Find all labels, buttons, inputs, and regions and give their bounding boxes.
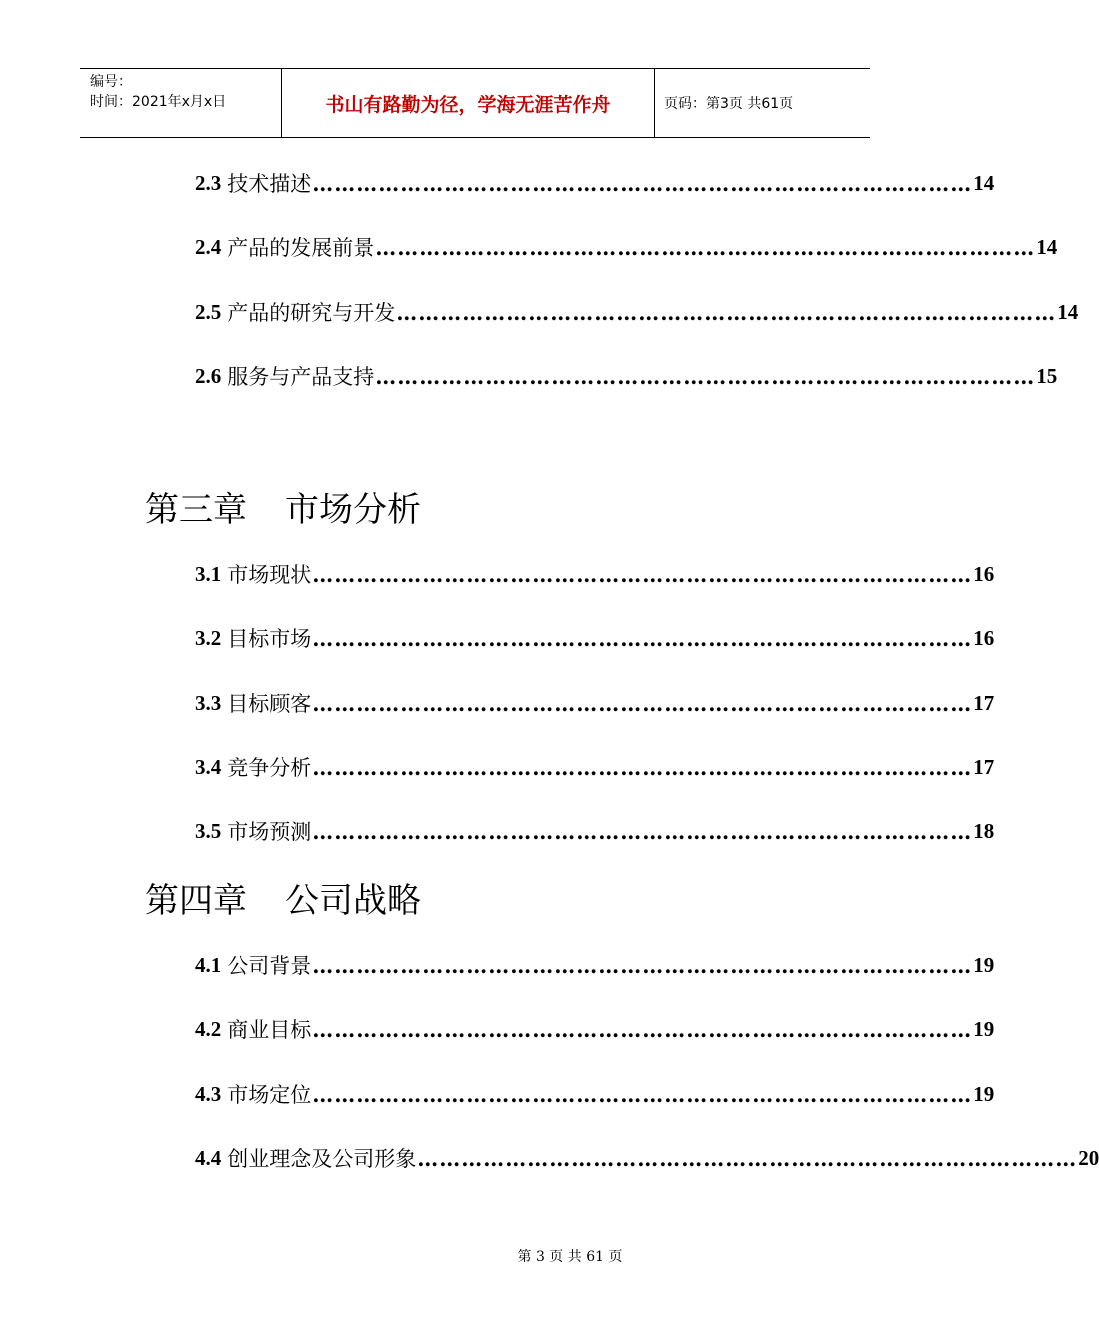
toc-leader: ……………………………………………………………………………… — [312, 818, 973, 844]
toc-entry-number: 2.6 — [195, 363, 222, 388]
toc-entry[interactable] — [195, 752, 995, 782]
toc-entry-number: 3.3 — [195, 690, 222, 715]
toc-entry-page: 16 — [973, 561, 995, 586]
toc-entry-page: 15 — [1036, 363, 1058, 388]
toc-leader: ……………………………………………………………………………… — [312, 1081, 973, 1107]
toc-entry-number: 2.3 — [195, 170, 222, 195]
toc-entry-number: 2.5 — [195, 299, 222, 324]
toc-entry-title: 市场预测 — [227, 820, 312, 844]
toc-entry-page: 19 — [973, 1081, 995, 1106]
toc-entry-page: 14 — [1036, 234, 1058, 259]
toc-entry-page: 19 — [973, 952, 995, 977]
toc-entry-title: 商业目标 — [227, 1018, 312, 1042]
toc-entry-page: 16 — [973, 625, 995, 650]
page-footer: 第 3 页 共 61 页 — [517, 1249, 623, 1265]
toc-entry-page: 14 — [973, 170, 995, 195]
toc-leader: ……………………………………………………………………………… — [312, 1016, 973, 1042]
toc-leader: ……………………………………………………………………………… — [312, 754, 973, 780]
header-motto: 书山有路勤为径，学海无涯苦作舟 — [282, 69, 655, 137]
toc-entry[interactable] — [195, 361, 1058, 391]
page-header — [80, 68, 870, 138]
toc-entry-number: 4.3 — [195, 1081, 222, 1106]
chapter-title: 市场分析 — [285, 489, 421, 530]
toc-entry-number: 3.4 — [195, 754, 222, 779]
toc-entry-number: 3.5 — [195, 818, 222, 843]
toc-entry-page: 17 — [973, 690, 995, 715]
toc-entry[interactable] — [195, 950, 995, 980]
toc-entry[interactable] — [195, 1079, 995, 1109]
toc-leader: ……………………………………………………………………………… — [375, 363, 1036, 389]
chapter-label: 第四章 — [145, 880, 247, 921]
toc-entry[interactable] — [195, 623, 995, 653]
chapter-heading[interactable] — [145, 484, 421, 528]
toc-entry[interactable] — [195, 232, 1058, 262]
toc-entry[interactable] — [195, 559, 995, 589]
toc-entry-title: 产品的研究与开发 — [227, 301, 396, 325]
toc-entry-page: 17 — [973, 754, 995, 779]
chapter-heading[interactable] — [145, 875, 421, 919]
toc-entry-title: 公司背景 — [227, 954, 312, 978]
toc-entry-number: 2.4 — [195, 234, 222, 259]
toc-leader: ……………………………………………………………………………… — [312, 952, 973, 978]
document-number-label: 编号： — [90, 74, 132, 90]
toc-entry-number: 4.4 — [195, 1145, 222, 1170]
chapter-label: 第三章 — [145, 489, 247, 530]
toc-entry-number: 4.1 — [195, 952, 222, 977]
document-date: 时间：2021年x月x日 — [90, 94, 227, 110]
toc-entry-page: 18 — [973, 818, 995, 843]
toc-entry-title: 目标顾客 — [227, 692, 312, 716]
toc-leader: ……………………………………………………………………………… — [417, 1145, 1078, 1171]
toc-entry[interactable] — [195, 688, 995, 718]
toc-entry-page: 14 — [1057, 299, 1079, 324]
toc-entry[interactable] — [195, 816, 995, 846]
toc-leader: ……………………………………………………………………………… — [396, 299, 1057, 325]
toc-entry-page: 19 — [973, 1016, 995, 1041]
toc-entry-title: 市场现状 — [227, 563, 312, 587]
toc-entry-title: 目标市场 — [227, 627, 312, 651]
header-page-info: 页码：第3页 共61页 — [664, 96, 794, 112]
toc-entry-number: 4.2 — [195, 1016, 222, 1041]
toc-entry[interactable] — [195, 1143, 1099, 1173]
toc-entry-title: 产品的发展前景 — [227, 236, 375, 260]
toc-entry-page: 20 — [1078, 1145, 1099, 1170]
chapter-title: 公司战略 — [285, 880, 421, 921]
toc-leader: ……………………………………………………………………………… — [312, 690, 973, 716]
toc-leader: ……………………………………………………………………………… — [312, 561, 973, 587]
toc-leader: ……………………………………………………………………………… — [375, 234, 1036, 260]
toc-entry-title: 服务与产品支持 — [227, 365, 375, 389]
toc-entry-title: 技术描述 — [227, 172, 312, 196]
toc-entry[interactable] — [195, 168, 995, 198]
toc-entry-number: 3.2 — [195, 625, 222, 650]
toc-entry[interactable] — [195, 297, 1079, 327]
toc-entry[interactable] — [195, 1014, 995, 1044]
toc-entry-title: 市场定位 — [227, 1083, 312, 1107]
toc-entry-title: 竞争分析 — [227, 756, 312, 780]
toc-leader: ……………………………………………………………………………… — [312, 625, 973, 651]
header-meta — [80, 69, 282, 137]
toc-leader: ……………………………………………………………………………… — [312, 170, 973, 196]
toc-entry-title: 创业理念及公司形象 — [227, 1147, 417, 1171]
toc-entry-number: 3.1 — [195, 561, 222, 586]
